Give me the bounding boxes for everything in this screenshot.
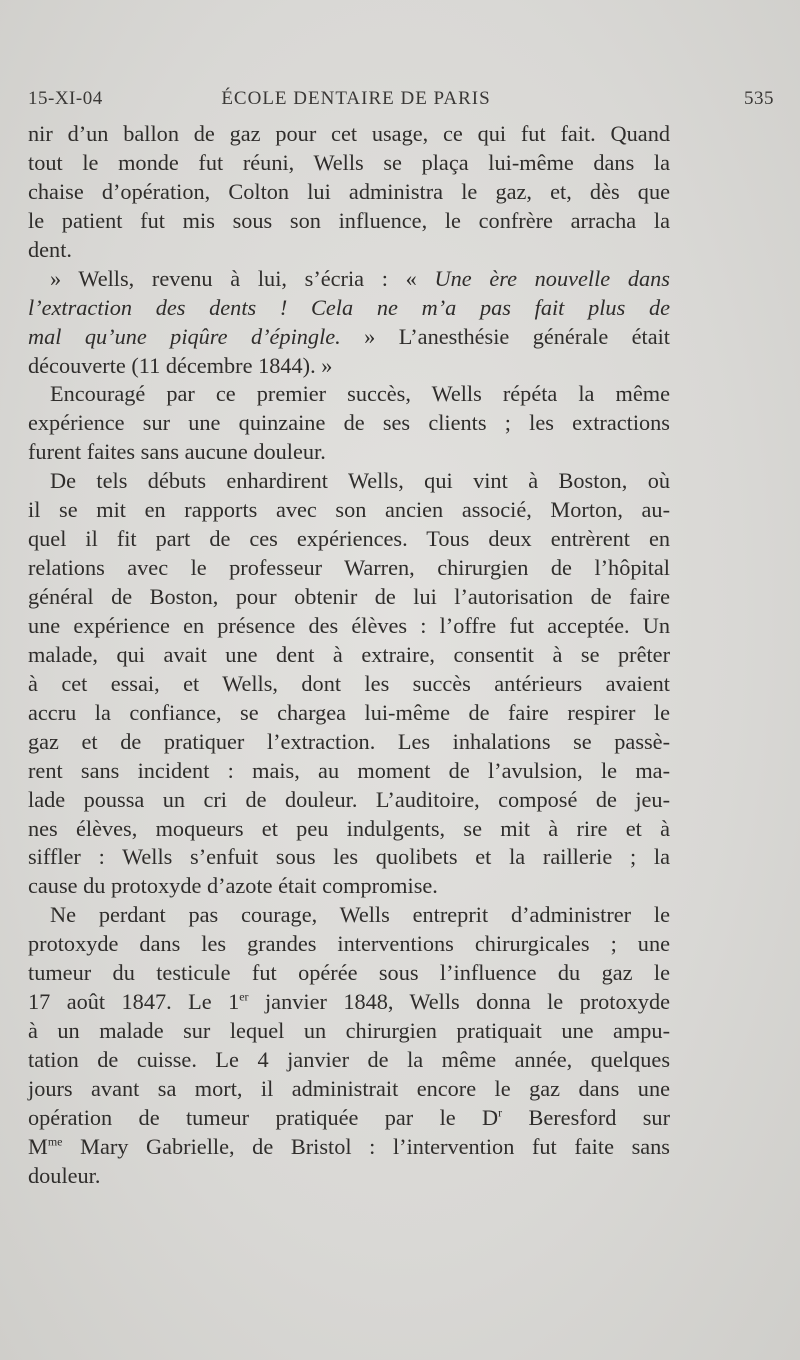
text-line: cause du protoxyde d’azote était compromise. — [28, 873, 438, 899]
text-line: dent. — [28, 236, 72, 262]
text-line: il se mit en rapports avec son ancien associé, Morton, au- — [28, 497, 670, 523]
text-line: le patient fut mis sous son influence, le confrère arracha la — [28, 207, 670, 233]
text-line: malade, qui avait une dent à extraire, consentit à se prêter — [28, 641, 670, 667]
text-line: siffler : Wells s’enfuit sous les quolibets et la raillerie ; la — [28, 844, 670, 870]
text-line: Encouragé par ce premier succès, Wells répéta la même — [50, 381, 670, 407]
text-line: protoxyde dans les grandes interventions chirurgicales ; une — [28, 931, 670, 957]
text-line: gaz et de pratiquer l’extraction. Les inhalations se passè- — [28, 728, 670, 754]
text-line: l’extraction des dents ! Cela ne m’a pas fait plus de — [28, 294, 670, 320]
text-line: douleur. — [28, 1162, 101, 1188]
text-line: une expérience en présence des élèves : l’offre fut acceptée. Un — [28, 612, 670, 638]
text-line: nir d’un ballon de gaz pour cet usage, ce qui fut fait. Quand — [28, 121, 670, 146]
text-line: 17 août 1847. Le 1er janvier 1848, Wells donna le protoxyde — [28, 989, 670, 1015]
text-line: jours avant sa mort, il administrait encore le gaz dans une — [28, 1075, 670, 1101]
running-header — [28, 84, 774, 118]
text-line: quel il fit part de ces expériences. Tous deux entrèrent en — [28, 526, 670, 552]
text-line: $M^{me}$ Mary Gabrielle, de Bristol : l’intervention fut faite sans — [28, 1133, 670, 1159]
text-line: général de Boston, pour obtenir de lui l’autorisation de faire — [28, 584, 670, 609]
text-line: accru la confiance, se chargea lui-même de faire respirer le — [28, 699, 670, 725]
text-line: furent faites sans aucune douleur. — [28, 439, 326, 465]
text-line: à cet essai, et Wells, dont les succès antérieurs avaient — [28, 670, 670, 696]
text-line: tumeur du testicule fut opérée sous l’influence du gaz le — [28, 960, 670, 986]
text-line: expérience sur une quinzaine de ses clients ; les extractions — [28, 410, 670, 436]
text-line: découverte (11 décembre 1844). » — [28, 352, 333, 378]
text-line: » Wells, revenu à lui, s’écria : « Une ère nouvelle dans — [50, 265, 670, 291]
text-line: nes élèves, moqueurs et peu indulgents, se mit à rire et à — [28, 815, 670, 841]
text-line: lade poussa un cri de douleur. L’auditoire, composé de jeu- — [28, 786, 670, 812]
text-line: relations avec le professeur Warren, chirurgien de l’hôpital — [28, 555, 670, 581]
text-line: tout le monde fut réuni, Wells se plaça lui-même dans la — [28, 149, 670, 175]
text-line: De tels débuts enhardirent Wells, qui vint à Boston, où — [50, 468, 670, 494]
text-line: à un malade sur lequel un chirurgien pratiquait une ampu- — [28, 1018, 670, 1044]
header-title: ÉCOLE DENTAIRE DE PARIS — [221, 88, 491, 109]
text-line: Ne perdant pas courage, Wells entreprit d’administrer le — [50, 902, 670, 928]
body-text — [28, 120, 670, 1191]
header-date: 15-XI-04 — [28, 88, 103, 109]
text-line: opération de tumeur pratiquée par le $D^r$ Beresford sur — [28, 1104, 670, 1130]
text-line: mal qu’une piqûre d’épingle. » L’anesthésie générale était — [28, 323, 670, 349]
text-line: rent sans incident : mais, au moment de l’avulsion, le ma- — [28, 757, 670, 783]
text-line: tation de cuisse. Le 4 janvier de la même année, quelques — [28, 1047, 670, 1072]
text-line: chaise d’opération, Colton lui administra le gaz, et, dès que — [28, 178, 670, 204]
page-number: 535 — [744, 88, 774, 109]
